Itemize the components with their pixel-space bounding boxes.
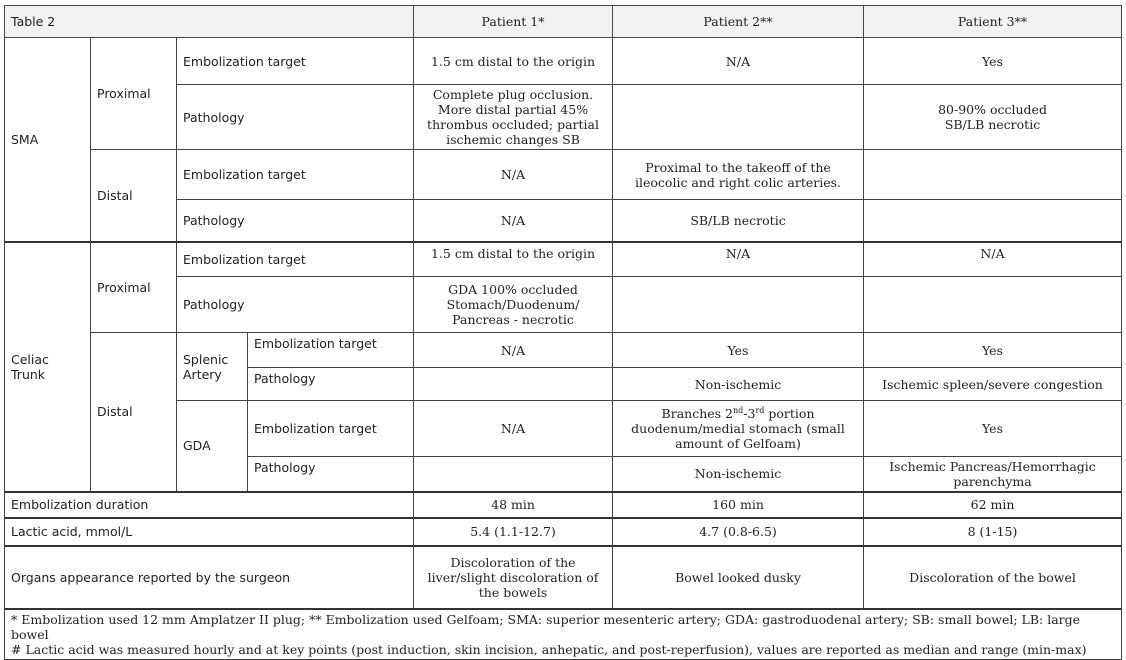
cell-patient-2 bbox=[613, 150, 864, 200]
sma-label: SMA bbox=[5, 38, 91, 242]
header-patient-3: Patient 3** bbox=[864, 6, 1122, 38]
cell-patient-3: Yes bbox=[864, 401, 1122, 457]
table-row bbox=[5, 492, 1122, 518]
row-label: Pathology bbox=[248, 457, 414, 492]
cell-patient-1: 1.5 cm distal to the origin bbox=[414, 242, 613, 277]
splenic-artery-label bbox=[177, 333, 248, 401]
cell-patient-1: N/A bbox=[414, 333, 613, 368]
duration-label: Embolization duration bbox=[5, 492, 414, 518]
cell-patient-2: Yes bbox=[613, 333, 864, 368]
row-label: Embolization target bbox=[177, 38, 414, 85]
sma-distal-label: Distal bbox=[91, 150, 177, 242]
cell-patient-1: 48 min bbox=[414, 492, 613, 518]
footnote: # Lactic acid was measured hourly and at key points (post induction, skin incision, anhepatic, and post-reperfusion), values are reported as median and range (min-max) bbox=[11, 641, 1087, 657]
cell-patient-2: Non-ischemic bbox=[613, 457, 864, 492]
table-row bbox=[5, 150, 1122, 200]
cell-patient-1 bbox=[414, 85, 613, 150]
cell-patient-3: Discoloration of the bowel bbox=[864, 546, 1122, 609]
cell-patient-2: Bowel looked dusky bbox=[613, 546, 864, 609]
footnotes bbox=[5, 609, 1122, 660]
cell-text: -3 bbox=[743, 406, 756, 421]
cell-patient-1: N/A bbox=[414, 401, 613, 457]
cell-line bbox=[619, 406, 857, 421]
row-label: Pathology bbox=[248, 368, 414, 401]
cell-patient-3 bbox=[864, 200, 1122, 242]
cell-patient-3 bbox=[864, 277, 1122, 333]
footnote-row bbox=[5, 609, 1122, 660]
data-table bbox=[4, 5, 1122, 660]
cell-text: portion bbox=[764, 406, 815, 421]
cell-patient-3 bbox=[864, 85, 1122, 150]
cell-patient-2 bbox=[613, 85, 864, 150]
cell-line: the bowels bbox=[478, 584, 548, 600]
cell-patient-3 bbox=[864, 457, 1122, 492]
table-row bbox=[5, 518, 1122, 546]
cell-line: Splenic bbox=[183, 351, 229, 367]
cell-patient-2: 4.7 (0.8-6.5) bbox=[613, 518, 864, 546]
cell-line: Complete plug occlusion. bbox=[432, 87, 594, 102]
table-row bbox=[5, 546, 1122, 609]
cell-line: amount of Gelfoam) bbox=[675, 436, 801, 451]
cell-line: thrombus occluded; partial bbox=[427, 117, 599, 132]
cell-line: GDA 100% occluded bbox=[448, 282, 578, 297]
celiac-trunk-label bbox=[5, 242, 91, 492]
cell-patient-3: N/A bbox=[864, 242, 1122, 277]
table-row bbox=[5, 333, 1122, 368]
cell-patient-1 bbox=[414, 546, 613, 609]
cell-line: ileocolic and right colic arteries. bbox=[635, 174, 842, 190]
cell-patient-2: N/A bbox=[613, 38, 864, 85]
cell-patient-2 bbox=[613, 401, 864, 457]
row-label: Embolization target bbox=[177, 242, 414, 277]
organs-label: Organs appearance reported by the surgeon bbox=[5, 546, 414, 609]
cell-line: Trunk bbox=[11, 366, 46, 382]
cell-line: parenchyma bbox=[953, 473, 1032, 489]
row-label: Pathology bbox=[177, 200, 414, 242]
superscript: rd bbox=[755, 405, 765, 415]
cell-patient-3: 8 (1-15) bbox=[864, 518, 1122, 546]
cell-patient-3: Yes bbox=[864, 333, 1122, 368]
cell-patient-1 bbox=[414, 457, 613, 492]
lactic-acid-label: Lactic acid, mmol/L bbox=[5, 518, 414, 546]
footnote: * Embolization used 12 mm Amplatzer II plug; ** Embolization used Gelfoam; SMA: superior mesenteric artery; GDA: gastroduodenal artery; SB: small bowel; LB: large bowel bbox=[11, 611, 1081, 642]
cell-patient-3: Ischemic spleen/severe congestion bbox=[864, 368, 1122, 401]
header-patient-1: Patient 1* bbox=[414, 6, 613, 38]
cell-line: SB/LB necrotic bbox=[944, 117, 1041, 132]
cell-patient-2: SB/LB necrotic bbox=[613, 200, 864, 242]
row-label: Pathology bbox=[177, 277, 414, 333]
cell-line: Ischemic Pancreas/Hemorrhagic bbox=[889, 458, 1096, 474]
cell-patient-1 bbox=[414, 277, 613, 333]
cell-line: Celiac bbox=[11, 351, 49, 367]
celiac-proximal-label: Proximal bbox=[91, 242, 177, 333]
cell-patient-3: Yes bbox=[864, 38, 1122, 85]
celiac-distal-label: Distal bbox=[91, 333, 177, 492]
cell-patient-3: 62 min bbox=[864, 492, 1122, 518]
cell-line: liver/slight discoloration of bbox=[427, 569, 599, 585]
cell-patient-3 bbox=[864, 150, 1122, 200]
cell-patient-2 bbox=[613, 277, 864, 333]
cell-text: Branches 2 bbox=[661, 406, 733, 421]
table-row bbox=[5, 242, 1122, 277]
superscript: nd bbox=[733, 405, 744, 415]
cell-line: Discoloration of the bbox=[450, 554, 576, 570]
cell-line: More distal partial 45% bbox=[437, 102, 589, 117]
cell-patient-1: 1.5 cm distal to the origin bbox=[414, 38, 613, 85]
cell-line: Artery bbox=[183, 366, 222, 382]
sma-proximal-label: Proximal bbox=[91, 38, 177, 150]
cell-patient-1: N/A bbox=[414, 200, 613, 242]
header-patient-2: Patient 2** bbox=[613, 6, 864, 38]
row-label: Pathology bbox=[177, 85, 414, 150]
cell-line: duodenum/medial stomach (small bbox=[631, 421, 845, 436]
row-label: Embolization target bbox=[177, 150, 414, 200]
row-label: Embolization target bbox=[248, 401, 414, 457]
header-row bbox=[5, 6, 1122, 38]
cell-line: Proximal to the takeoff of the bbox=[645, 159, 831, 175]
cell-line: 80-90% occluded bbox=[938, 102, 1047, 117]
table-caption: Table 2 bbox=[5, 6, 414, 38]
cell-patient-2: 160 min bbox=[613, 492, 864, 518]
cell-patient-1 bbox=[414, 368, 613, 401]
row-label: Embolization target bbox=[248, 333, 414, 368]
cell-line: Pancreas - necrotic bbox=[452, 312, 574, 327]
cell-patient-1: 5.4 (1.1-12.7) bbox=[414, 518, 613, 546]
cell-patient-2: Non-ischemic bbox=[613, 368, 864, 401]
table-row bbox=[5, 38, 1122, 85]
cell-line: ischemic changes SB bbox=[446, 132, 580, 147]
gda-label: GDA bbox=[177, 401, 248, 492]
cell-line: Stomach/Duodenum/ bbox=[446, 297, 580, 312]
cell-patient-2: N/A bbox=[613, 242, 864, 277]
cell-patient-1: N/A bbox=[414, 150, 613, 200]
